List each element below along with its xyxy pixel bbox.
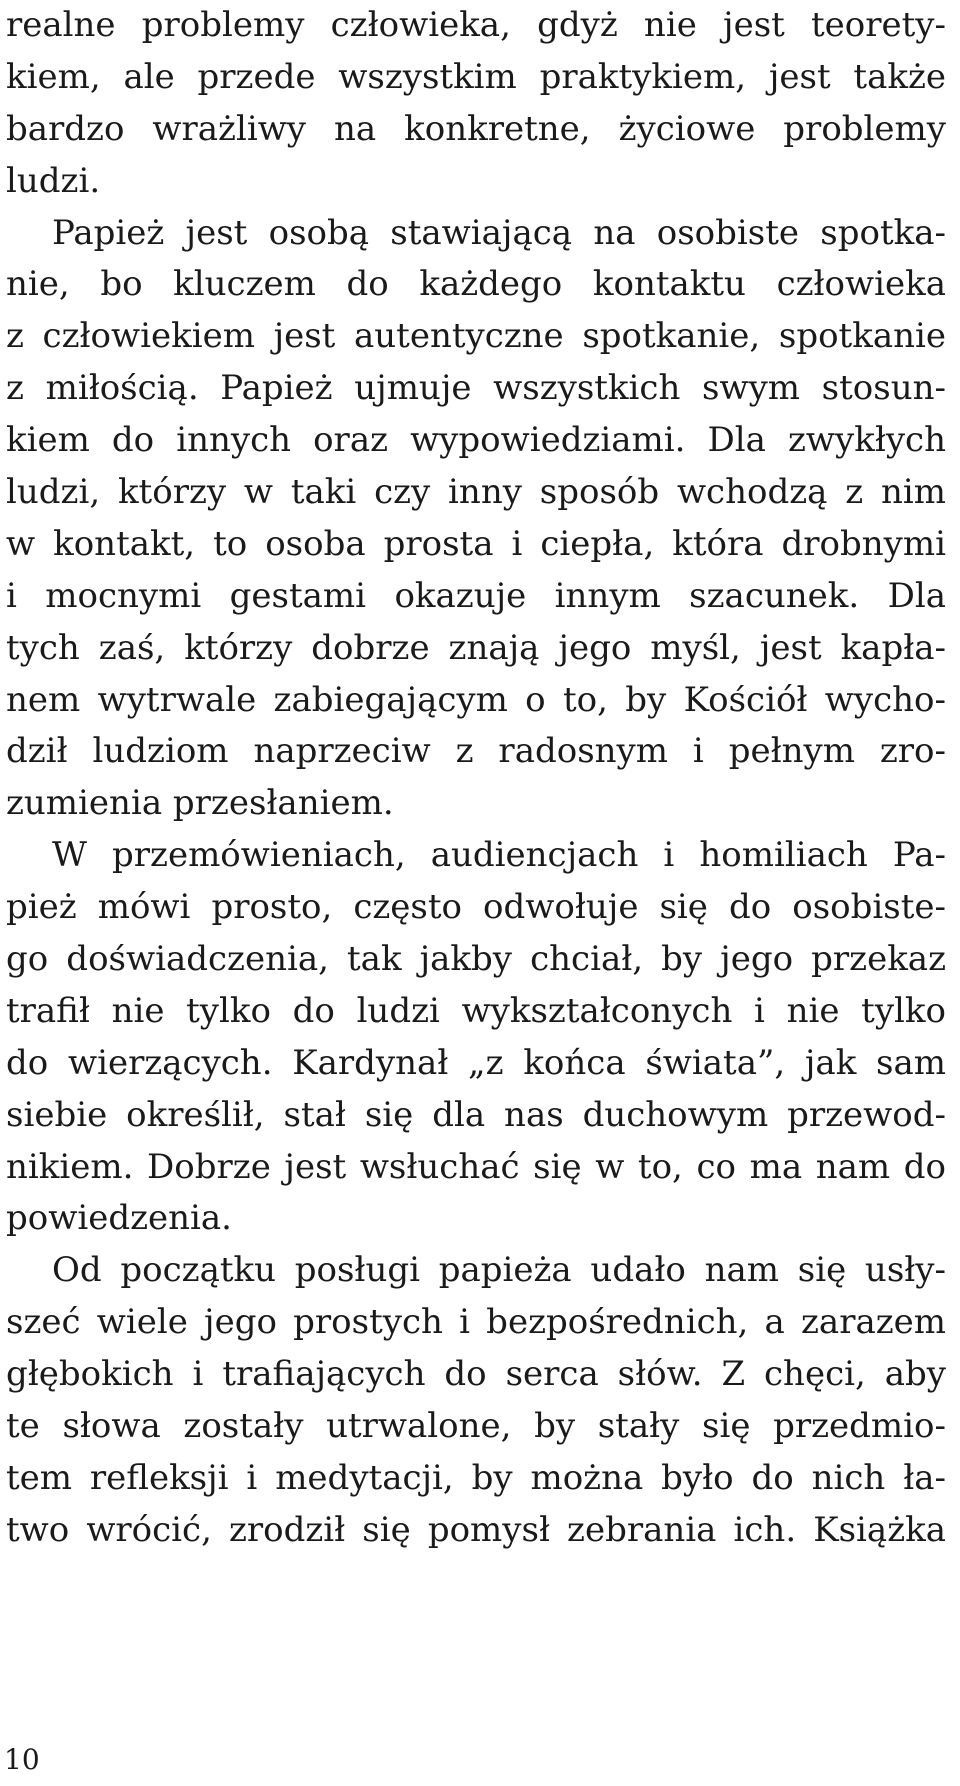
text-line: realne problemy człowieka, gdyż nie jest teorety- [6,5,946,45]
text-line: nie, bo kluczem do każdego kontaktu człowieka [6,264,946,305]
text-line: powiedzenia. [6,1198,232,1239]
text-line: w kontakt, to osoba prosta i ciepła, która drobnymi [6,523,946,564]
text-line: głębokich i trafiających do serca słów. Z chęci, aby [6,1354,946,1395]
text-line: tem refleksji i medytacji, by można było do nich ła- [6,1457,946,1498]
page-number: 10 [4,1743,40,1776]
text-line: z człowiekiem jest autentyczne spotkanie, spotkanie [6,316,946,357]
text-line: siebie określił, stał się dla nas duchowym przewod- [6,1094,946,1135]
text-line: bardzo wrażliwy na konkretne, życiowe problemy [6,108,946,149]
text-line: ludzi, którzy w taki czy inny sposób wchodzą z nim [6,472,946,513]
text-line: two wrócić, zrodził się pomysł zebrania ich. Książka [6,1509,946,1550]
text-line: z miłością. Papież ujmuje wszystkich swym stosun- [6,368,946,409]
text-line: szeć wiele jego prostych i bezpośrednich, a zarazem [6,1302,946,1343]
text-line: W przemówieniach, audiencjach i homiliach Pa- [52,835,946,876]
text-line: te słowa zostały utrwalone, by stały się przedmio- [6,1406,946,1447]
text-line: Od początku posługi papieża udało nam się usły- [52,1250,946,1291]
text-line: Papież jest osobą stawiającą na osobiste spotka- [52,212,946,253]
text-line: nikiem. Dobrze jest wsłuchać się w to, co ma nam do [6,1146,946,1187]
text-line: trafił nie tylko do ludzi wykształconych i nie tylko [6,990,946,1031]
text-line: pież mówi prosto, często odwołuje się do osobiste- [6,887,946,928]
text-line: kiem do innych oraz wypowiedziami. Dla zwykłych [6,420,946,461]
text-line: nem wytrwale zabiegającym o to, by Kościół wycho- [6,679,946,720]
text-line: tych zaś, którzy dobrze znają jego myśl, jest kapła- [6,627,946,668]
text-line: i mocnymi gestami okazuje innym szacunek. Dla [6,575,946,616]
text-line: do wierzących. Kardynał „z końca świata”, jak sam [6,1042,946,1083]
text-line: dził ludziom naprzeciw z radosnym i pełnym zro- [6,731,946,772]
text-line: zumienia przesłaniem. [6,783,394,824]
body-text [6,0,946,1557]
text-line: go doświadczenia, tak jakby chciał, by jego przekaz [6,939,946,980]
text-line: kiem, ale przede wszystkim praktykiem, jest także [6,56,946,97]
text-line: ludzi. [6,160,101,201]
